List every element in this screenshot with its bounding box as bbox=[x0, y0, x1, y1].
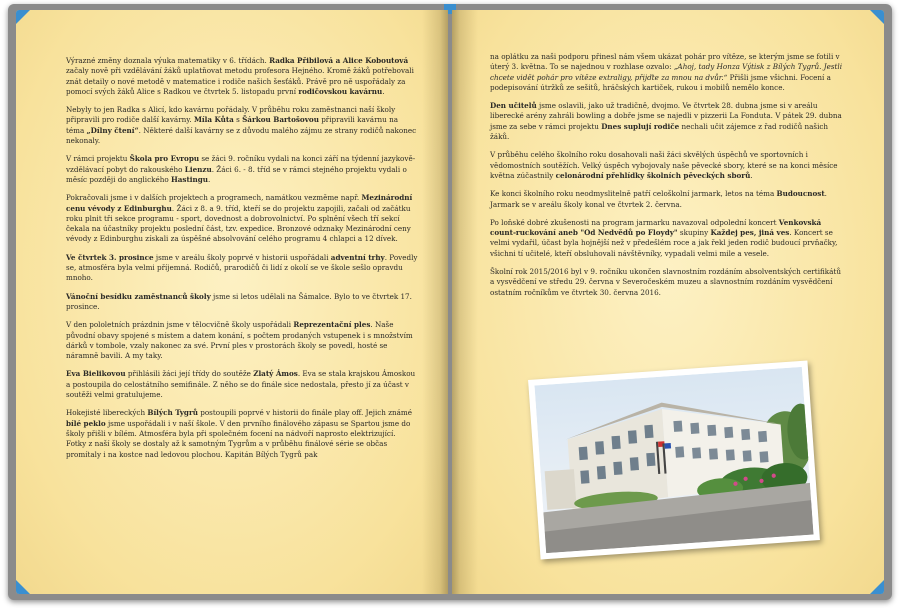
text-run: Hokejisté libereckých bbox=[66, 408, 148, 418]
text-run: jsme uspořádali i v naší škole. V den prvního finálového zápasu se Spartou jsme do školy přišli v bílém. Atmosféra byla při společném focení na nádvoří naprosto elektrizující. Fotky z naší školy se dostaly až k samotným Tygrům a v průběhu finálové série se občas promítaly i na kostce nad ledovou plochou. Kapitán Bílých Tygrů pak bbox=[66, 418, 411, 459]
page-corner-bottom-left[interactable] bbox=[16, 580, 30, 594]
spine-shadow bbox=[422, 10, 448, 594]
text-run: „Ahoj, tady Honza Výtisk z Bílých Tygrů. Jestli chcete vidět pohár pro vítěze extraligy, přijďte za mnou na dvůr.“ bbox=[490, 62, 843, 82]
book-viewer bbox=[8, 4, 892, 600]
text-run: . Eva se stala krajskou Ámoskou a postoupila do celostátního semifinále. Z něho se do finále sice nedostala, přesto jí za účast v soutěži velmi gratulujeme. bbox=[66, 369, 416, 400]
paragraph bbox=[66, 408, 418, 459]
bold-text: Radka Přibilová a Alice Koboutová bbox=[269, 56, 409, 65]
text-run: jsme si letos udělali na Šámalce. Bylo to ve čtvrtek 17. prosince. bbox=[66, 291, 412, 311]
paragraph bbox=[66, 369, 418, 400]
bold-text: rodičovskou kavárnu bbox=[298, 86, 383, 96]
paragraph bbox=[66, 105, 418, 146]
school-photo-image bbox=[534, 367, 813, 553]
text-run: Ke konci školního roku neodmyslitelně patří celoškolní jarmark, letos na téma bbox=[490, 189, 777, 199]
text-run: Pokračovali jsme i v dalších projektech a programech, namátkou vezměme např. bbox=[66, 193, 362, 203]
text-run: . bbox=[382, 86, 385, 96]
page-corner-top-left[interactable] bbox=[16, 10, 30, 24]
paragraph bbox=[66, 320, 418, 361]
text-run: . bbox=[750, 170, 753, 180]
bold-text: Škola pro Evropu bbox=[129, 154, 200, 164]
text-run: Nebyly to jen Radka s Alicí, kdo kavárnu pořádaly. V průběhu roku zaměstnanci naší školy připravili pro rodiče další kavárny. bbox=[66, 105, 396, 125]
text-run: začaly nově při vzdělávání žáků uplatňovat metodu profesora Hejného. Kromě žáků potřebovali znát detaily o nové metodě v matematice i rodiče našich šesťáků. Právě pro ně uspořádaly za pomocí svých žáků Alice s Radkou ve čtvrtek 5. listopadu první bbox=[66, 66, 414, 96]
bold-text: „Dílny čtení“ bbox=[86, 125, 139, 135]
paragraph bbox=[66, 154, 418, 185]
text-run: Školní rok 2015/2016 byl v 9. ročníku ukončen slavnostním rozdáním absolventských certifikátů a vysvědčení ve středu 29. června v Severočeském muzeu a slavnostním rozdáním vysvědčení ostatním ročníkům ve čtvrtek 30. června 2016. bbox=[490, 267, 841, 297]
paragraph bbox=[490, 189, 846, 210]
bold-text: Reprezentační ples bbox=[293, 320, 371, 330]
paragraph bbox=[490, 218, 846, 259]
paragraph bbox=[66, 253, 418, 284]
bold-text: Budoucnost bbox=[776, 189, 825, 199]
school-building-photo bbox=[528, 360, 820, 559]
bold-text: bílé peklo bbox=[66, 418, 106, 428]
spine-shadow bbox=[452, 10, 478, 594]
bold-text: Vánoční besídku zaměstnanců školy bbox=[66, 291, 211, 301]
text-run: . Jarmark se v areálu školy konal ve čtvrtek 2. června. bbox=[490, 189, 827, 209]
bold-text: Eva Bielikovou bbox=[66, 369, 126, 379]
right-page[interactable] bbox=[452, 10, 884, 594]
text-run: jsme oslavili, jako už tradičně, dvojmo. Ve čtvrtek 28. dubna jsme si v areálu liberecké arény zahráli bowling a dobře jsme se najedli v pizzerii La Fonduta. V pátek 29. dubna jsme za sebe v rámci projektu bbox=[490, 101, 842, 131]
text-run: Výrazné změny doznala výuka matematiky v 6. třídách. bbox=[66, 56, 270, 65]
paragraph bbox=[490, 267, 846, 298]
bold-text: celonárodní přehlídky školních pěveckých sborů bbox=[555, 170, 751, 180]
bold-text: Venkovská count-ruckování aneb "Od Nedvědů po Floydy" bbox=[490, 217, 822, 238]
right-page-text bbox=[490, 52, 846, 306]
bold-text: Dnes suplují rodiče bbox=[601, 121, 680, 131]
bold-text: Šárkou Bartošovou bbox=[242, 115, 319, 125]
bold-text: Ve čtvrtek 3. prosince bbox=[66, 252, 154, 262]
bold-text: Míla Kůta bbox=[193, 115, 234, 125]
bold-text: Bílých Tygrů bbox=[147, 408, 198, 418]
paragraph bbox=[490, 52, 846, 93]
bold-text: Zlatý Ámos bbox=[253, 369, 298, 379]
text-run: na oplátku za naši podporu přinesl nám všem ukázat pohár pro vítěze, se kterým jsme se fotili v úterý 3. května. To se najednou v rozhlase ozvalo: bbox=[490, 52, 840, 72]
text-run: připravili kavárnu na téma bbox=[66, 115, 398, 135]
bold-text: Lienzu bbox=[184, 164, 212, 174]
left-page-text bbox=[66, 56, 418, 468]
text-run: . Žáci z 8. a 9. tříd, kteří se do projektu zapojili, začali od začátku roku plnit tři sekce programu - sport, dovednost a dobrovolnictví. Po splnění všech tří sekcí čekala na účastníky projektu poslední část, tzv. expedice. Bronzové odznaky Mezinárodní ceny vévody z Edinburghu získali za úspěšné absolvování celého programu 4 chlapci a 12 dívek. bbox=[66, 203, 411, 244]
text-run: Přišli jsme všichni. Focení a podepisování útržků ze sešitů, hráčských kartiček, rukou i mobilů nemělo konce. bbox=[490, 72, 831, 92]
text-run: jsme v areálu školy poprvé v historii uspořádali bbox=[153, 252, 331, 262]
bold-text: Mezinárodní cenu vévody z Edinburghu bbox=[66, 193, 413, 213]
page-corner-top-right[interactable] bbox=[870, 10, 884, 24]
text-run: V rámci projektu bbox=[66, 154, 130, 164]
paragraph bbox=[490, 101, 846, 142]
text-run: . Koncert se velmi vydařil, účast byla hojnější než v předešlém roce a jak řekl jeden rodič budoucí prvňačky, všichni tí učitelé, kteří obsluhovali návštěvníky, vypadali velmi mile a vesele. bbox=[490, 228, 838, 258]
text-run: . Žáci 6. - 8. tříd se v rámci stejného projektu vydali o měsíc později do anglického bbox=[66, 164, 407, 184]
text-run: . Naše původní obavy spojené s místem a datem konání, s počtem prodaných vstupenek i s množstvím dárků v tombole, vzaly nakonec za své. První ples v prostorách školy se povedl, hosté se náramně bavili. A my taky. bbox=[66, 320, 413, 361]
bold-text: Hastingu bbox=[170, 174, 208, 184]
paragraph bbox=[66, 56, 418, 97]
page-corner-bottom-right[interactable] bbox=[870, 580, 884, 594]
text-run: nechali učit zájemce z řad rodičů našich žáků. bbox=[490, 121, 829, 142]
bold-text: Den učitelů bbox=[490, 101, 537, 111]
text-run: skupiny bbox=[677, 228, 711, 238]
text-run: přihlásili žáci její třídy do soutěže bbox=[125, 369, 254, 379]
text-run: V den pololetních prázdnin jsme v tělocvičně školy uspořádali bbox=[66, 320, 294, 330]
text-run: Po loňské dobré zkušenosti na program jarmarku navazoval odpolední koncert bbox=[490, 217, 779, 227]
text-run: . Povedly se, atmosféra byla velmi příjemná. Rodičů, prarodičů či lidí z okolí se ve škole sešlo opravdu mnoho. bbox=[66, 252, 418, 283]
text-run: . bbox=[207, 174, 211, 184]
paragraph bbox=[66, 193, 418, 244]
paragraph bbox=[66, 292, 418, 313]
text-run: se žáci 9. ročníku vydali na konci září na týdenní jazykově-vzdělávací pobyt do rakouského bbox=[66, 154, 416, 174]
text-run: . Některé další kavárny se z důvodu malého zájmu ze strany rodičů nakonec nekonaly. bbox=[66, 125, 417, 146]
paragraph bbox=[490, 150, 846, 181]
text-run: postoupili poprvé v historii do finále play off. Jejich známé bbox=[197, 408, 412, 418]
bold-text: adventní trhy bbox=[330, 252, 385, 262]
text-run: s bbox=[233, 115, 243, 125]
text-run: V průběhu celého školního roku dosahovali naši žáci skvělých úspěchů ve sportovních i vědomostních soutěžích. Velký úspěch vybojovaly naše pěvecké sbory, které se na konci měsíce května zúčastnily bbox=[490, 150, 838, 180]
bold-text: Každej pes, jiná ves bbox=[710, 228, 790, 238]
left-page[interactable] bbox=[16, 10, 448, 594]
